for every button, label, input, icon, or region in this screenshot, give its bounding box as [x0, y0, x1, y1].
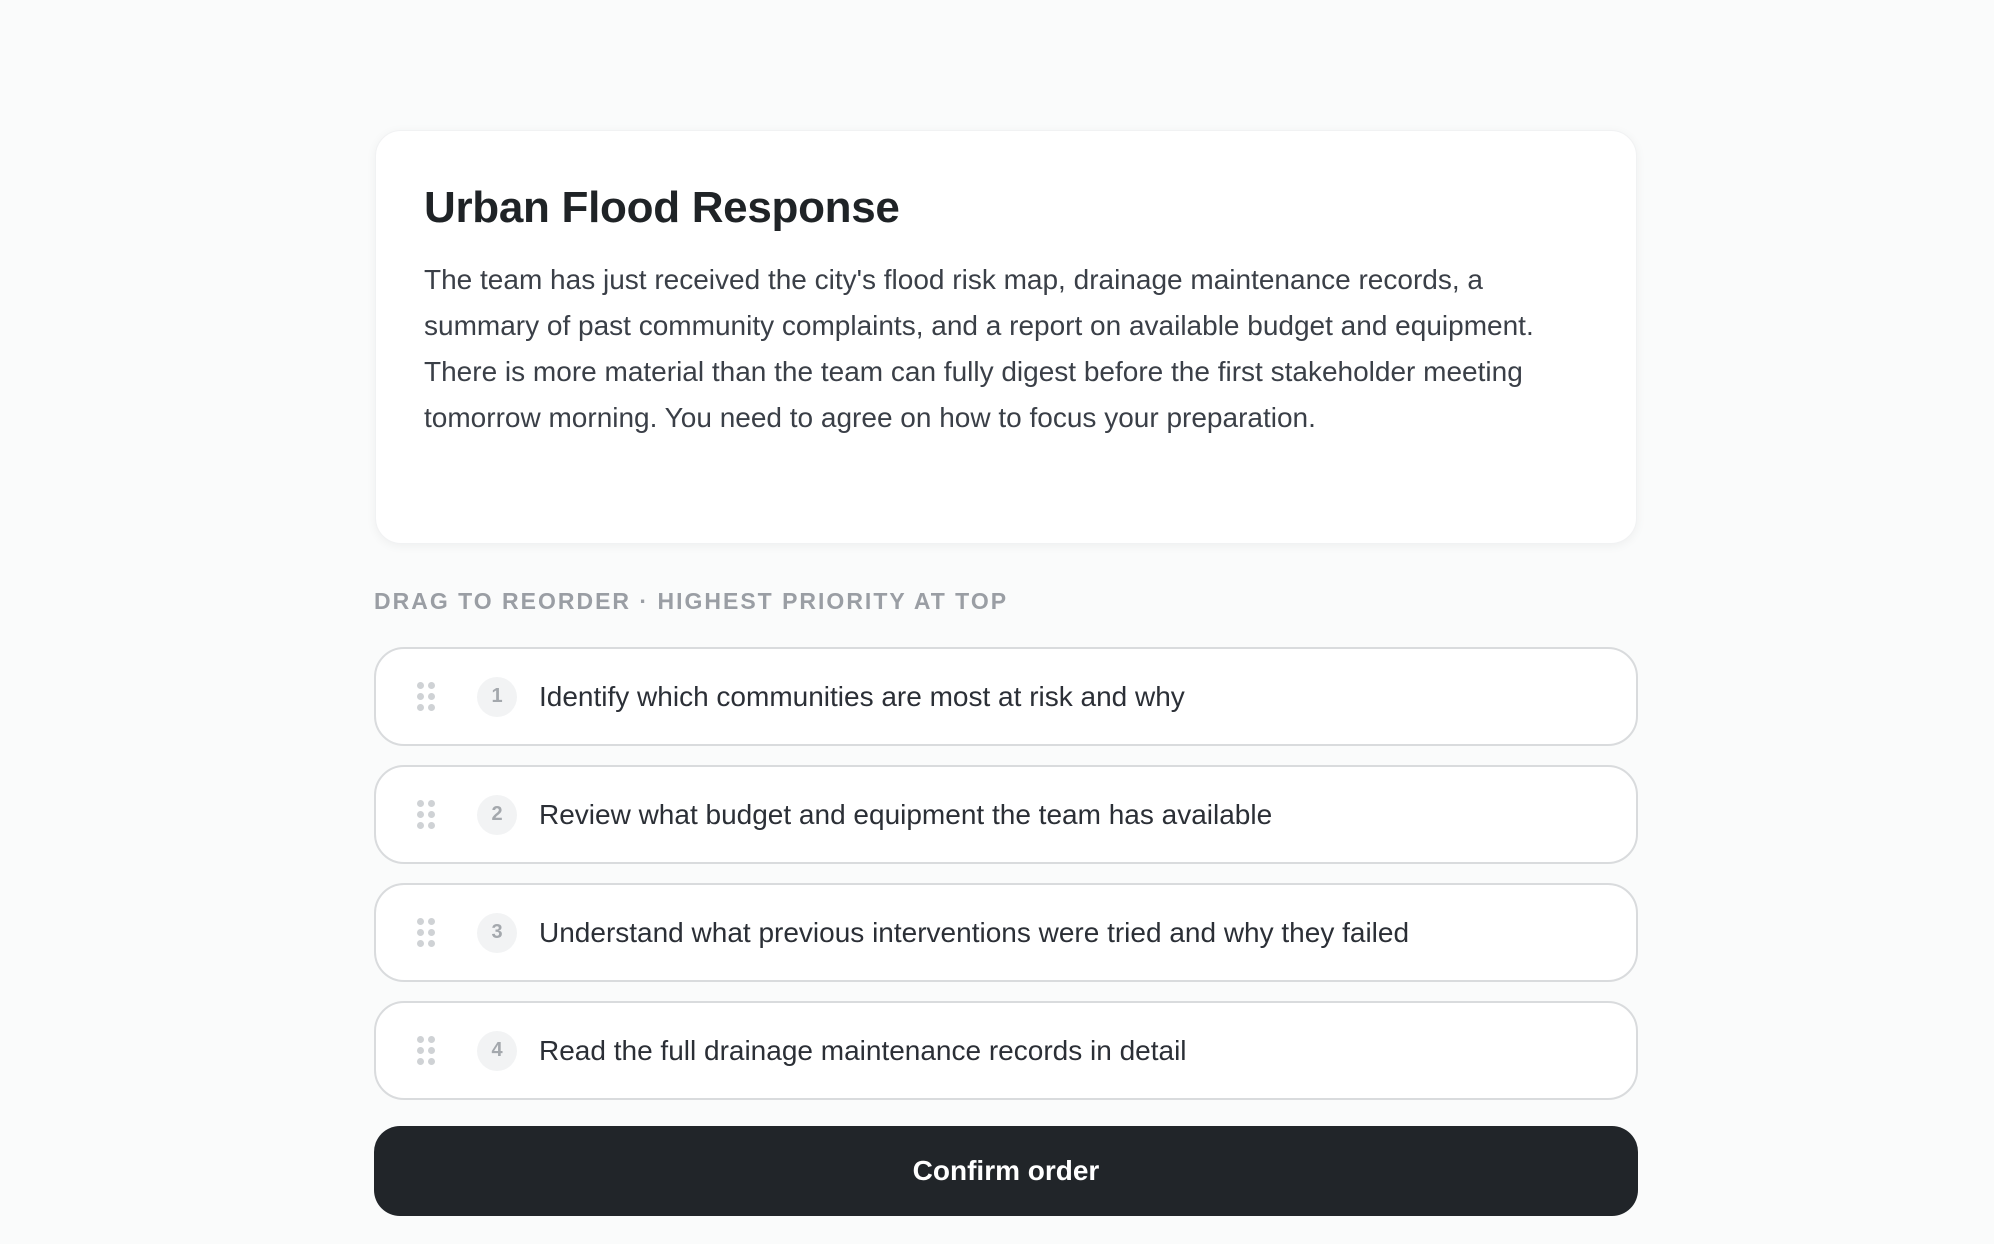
item-text: Identify which communities are most at risk and why	[539, 680, 1185, 712]
reorder-instructions: DRAG TO REORDER · HIGHEST PRIORITY AT TOP	[374, 588, 1009, 614]
item-text: Understand what previous interventions were tried and why they failed	[539, 916, 1410, 948]
scenario-title: Urban Flood Response	[424, 183, 900, 232]
priority-list	[374, 647, 1638, 1119]
rank-badge: 4	[477, 1031, 517, 1071]
drag-handle-icon[interactable]	[417, 1036, 435, 1066]
drag-handle-icon[interactable]	[417, 800, 435, 830]
rank-badge: 1	[477, 677, 517, 717]
drag-handle-icon[interactable]	[417, 682, 435, 712]
list-item[interactable]	[374, 883, 1638, 982]
scenario-description: The team has just received the city's flood risk map, drainage maintenance records, a summary of past community complaints, and a report on available budget and equipment. There is more material than the team can fully digest before the first stakeholder meeting tomorrow morning. You need to agree on how to focus your preparation.	[424, 264, 1534, 433]
drag-handle-icon[interactable]	[417, 918, 435, 948]
rank-badge: 3	[477, 913, 517, 953]
list-item[interactable]	[374, 765, 1638, 864]
item-text: Read the full drainage maintenance records in detail	[539, 1034, 1187, 1066]
item-text: Review what budget and equipment the team has available	[539, 798, 1273, 830]
list-item[interactable]	[374, 647, 1638, 746]
rank-badge: 2	[477, 795, 517, 835]
list-item[interactable]	[374, 1001, 1638, 1100]
confirm-order-button[interactable]: Confirm order	[374, 1126, 1638, 1216]
scenario-card	[375, 130, 1637, 544]
